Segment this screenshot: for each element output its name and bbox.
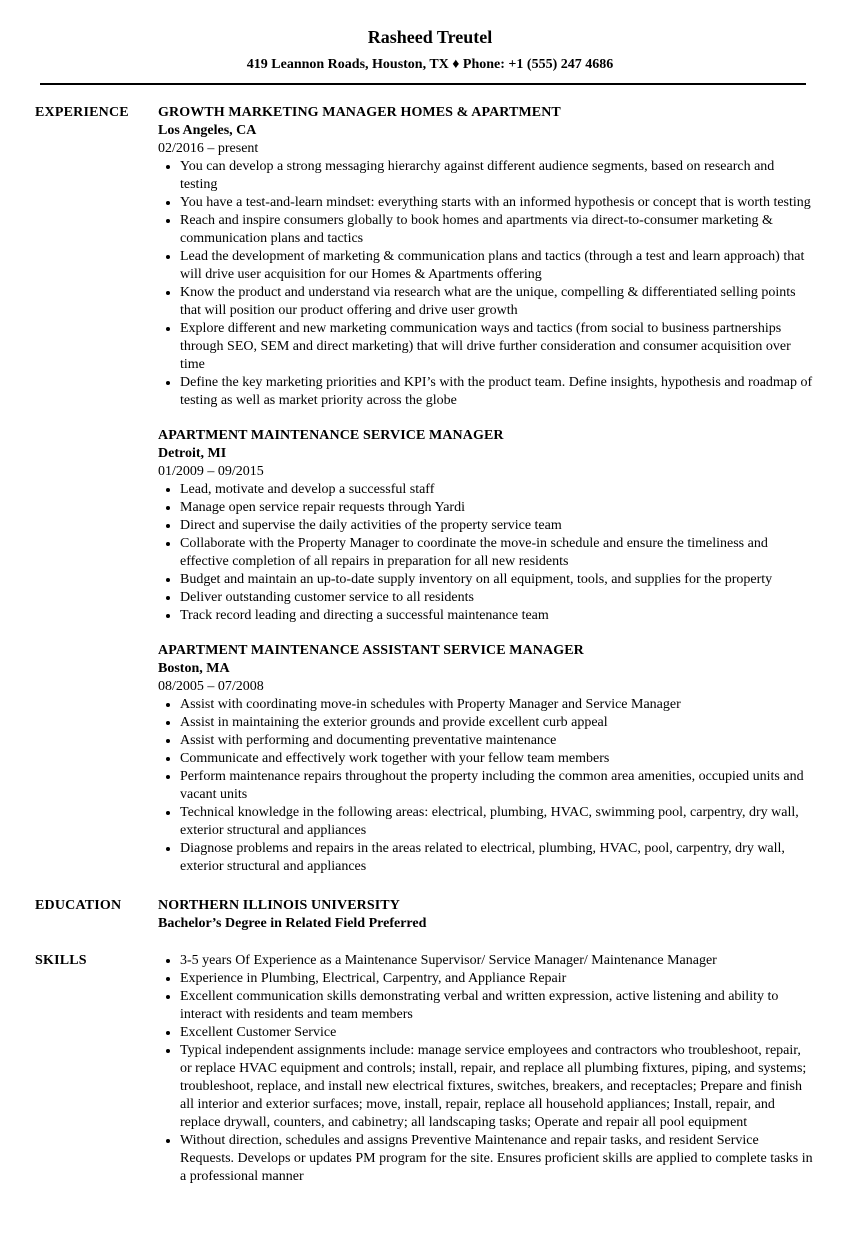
- job-entry: [158, 427, 814, 625]
- job-bullet: • Budget and maintain an up-to-date supply inventory on all equipment, tools, and supplies for the property: [180, 571, 814, 589]
- job-bullet: • Collaborate with the Property Manager to coordinate the move-in schedule and ensure the timeliness and effective completion of all repairs in preparation for all new residents: [180, 535, 814, 571]
- job-location: Los Angeles, CA: [158, 123, 257, 138]
- education-section: [0, 897, 860, 933]
- job-title: GROWTH MARKETING MANAGER HOMES & APARTMENT: [158, 105, 561, 120]
- job-bullet: • Deliver outstanding customer service to all residents: [180, 589, 814, 607]
- job-bullet: • Reach and inspire consumers globally to book homes and apartments via direct-to-consumer marketing & communication plans and tactics: [180, 212, 814, 248]
- job-title: APARTMENT MAINTENANCE ASSISTANT SERVICE MANAGER: [158, 643, 584, 658]
- candidate-name: Rasheed Treutel: [367, 27, 493, 47]
- job-bullet: • Assist with performing and documenting preventative maintenance: [180, 732, 814, 750]
- experience-section: [0, 104, 860, 876]
- resume-header: [0, 0, 860, 74]
- job-bullet: • You can develop a strong messaging hierarchy against different audience segments, based on research and testing: [180, 158, 814, 194]
- header-divider: [40, 83, 806, 85]
- job-dates: 02/2016 – present: [158, 141, 259, 156]
- skills-section: [0, 952, 860, 1186]
- job-location: Detroit, MI: [158, 446, 227, 461]
- skills-entry: [158, 952, 814, 1186]
- experience-list: [158, 104, 814, 876]
- education-label: EDUCATION: [35, 898, 122, 913]
- job-bullets: [158, 696, 814, 876]
- job-bullet: • Know the product and understand via research what are the unique, compelling & differentiated selling points that will position our product offering and drive user growth: [180, 284, 814, 320]
- job-bullets: [158, 158, 814, 410]
- job-bullet: • You have a test-and-learn mindset: everything starts with an informed hypothesis or concept that is worth testing: [180, 194, 814, 212]
- skills-label: SKILLS: [35, 953, 87, 968]
- skill-item: • Excellent Customer Service: [180, 1024, 814, 1042]
- skill-item: • 3-5 years Of Experience as a Maintenance Supervisor/ Service Manager/ Maintenance Manager: [180, 952, 814, 970]
- contact-line: 419 Leannon Roads, Houston, TX ♦ Phone: +1 (555) 247 4686: [246, 57, 614, 72]
- job-bullet: • Communicate and effectively work together with your fellow team members: [180, 750, 814, 768]
- job-bullet: • Manage open service repair requests through Yardi: [180, 499, 814, 517]
- degree: Bachelor’s Degree in Related Field Preferred: [158, 916, 427, 931]
- job-bullet: • Track record leading and directing a successful maintenance team: [180, 607, 814, 625]
- job-bullet: • Technical knowledge in the following areas: electrical, plumbing, HVAC, swimming pool, carpentry, dry wall, exterior structural and appliances: [180, 804, 814, 840]
- job-bullet: • Explore different and new marketing communication ways and tactics (from social to business partnerships through SEO, SEM and direct marketing) that will drive further consideration and consumer acquisition over time: [180, 320, 814, 374]
- job-dates: 01/2009 – 09/2015: [158, 464, 264, 479]
- job-bullet: • Diagnose problems and repairs in the areas related to electrical, plumbing, HVAC, pool, carpentry, dry wall, exterior structural and appliances: [180, 840, 814, 876]
- job-bullet: • Direct and supervise the daily activities of the property service team: [180, 517, 814, 535]
- job-location: Boston, MA: [158, 661, 230, 676]
- experience-label: EXPERIENCE: [35, 105, 129, 120]
- job-bullet: • Lead, motivate and develop a successful staff: [180, 481, 814, 499]
- job-entry: [158, 642, 814, 876]
- job-bullet: • Perform maintenance repairs throughout the property including the common area amenities, occupied units and vacant units: [180, 768, 814, 804]
- skill-item: • Excellent communication skills demonstrating verbal and written expression, active listening and ability to interact with residents and team members: [180, 988, 814, 1024]
- job-dates: 08/2005 – 07/2008: [158, 679, 264, 694]
- job-title: APARTMENT MAINTENANCE SERVICE MANAGER: [158, 428, 504, 443]
- skill-item: • Without direction, schedules and assigns Preventive Maintenance and repair tasks, and resident Service Requests. Develops or updates PM program for the site. Ensures proficient skills are applied to complete tasks in a professional manner: [180, 1132, 814, 1186]
- skill-item: • Typical independent assignments include: manage service employees and contractors who troubleshoot, repair, or replace HVAC equipment and controls; install, repair, and replace all plumbing fixtures, piping, and systems; troubleshoot, replace, and install new electrical fixtures, switches, breakers, and receptacles; Prepare and finish all interior and exterior surfaces; move, install, repair, replace all household appliances; Install, repair, and replace drywall, counters, and cabinetry; all landscaping tasks; Operate and repair all pool equipment: [180, 1042, 814, 1132]
- skills-list: [158, 952, 814, 1186]
- school-name: NORTHERN ILLINOIS UNIVERSITY: [158, 898, 400, 913]
- job-bullet: • Lead the development of marketing & communication plans and tactics (through a test and learn approach) that will drive user acquisition for our Homes & Apartments offering: [180, 248, 814, 284]
- job-entry: [158, 104, 814, 410]
- job-bullet: • Define the key marketing priorities and KPI’s with the product team. Define insights, hypothesis and roadmap of testing as well as market priority across the globe: [180, 374, 814, 410]
- skill-item: • Experience in Plumbing, Electrical, Carpentry, and Appliance Repair: [180, 970, 814, 988]
- job-bullets: [158, 481, 814, 625]
- job-bullet: • Assist with coordinating move-in schedules with Property Manager and Service Manager: [180, 696, 814, 714]
- education-entry: [158, 897, 814, 933]
- job-bullet: • Assist in maintaining the exterior grounds and provide excellent curb appeal: [180, 714, 814, 732]
